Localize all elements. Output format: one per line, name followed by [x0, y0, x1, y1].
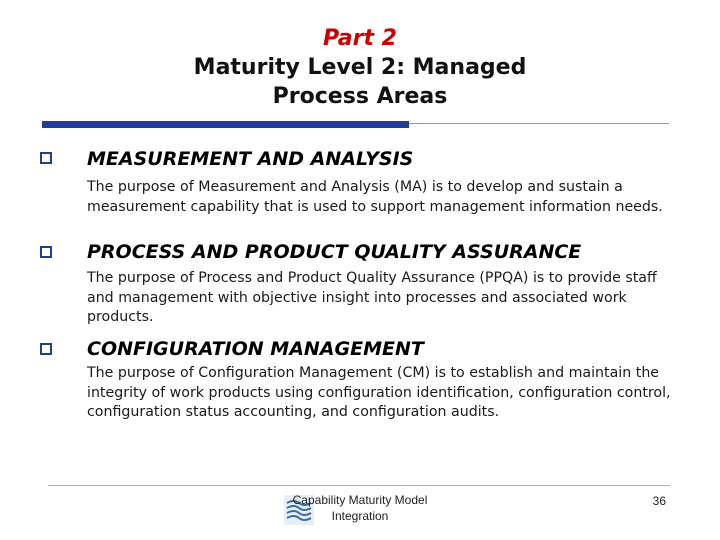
page-number: 36: [652, 494, 666, 508]
bullet-icon: [40, 152, 52, 164]
title-rule-thin: [409, 123, 669, 124]
title-rule-thick: [42, 121, 409, 128]
part-label: Part 2: [323, 26, 397, 51]
footer-subtitle: Integration: [331, 509, 389, 523]
bullet-icon: [40, 343, 52, 355]
footer-title: Capability Maturity Model: [292, 493, 428, 507]
section-heading: PROCESS AND PRODUCT QUALITY ASSURANCE: [87, 241, 582, 263]
section-heading: MEASUREMENT AND ANALYSIS: [87, 148, 414, 170]
section-heading: CONFIGURATION MANAGEMENT: [87, 338, 424, 360]
footer-logo: [282, 493, 438, 527]
footer-rule: [48, 485, 670, 486]
section-text: The purpose of Configuration Management (CM) is to establish and maintain the integrity of work products using configuration identification, configuration control, configuration status accounting, and configuration audits.: [87, 365, 671, 420]
bullet-icon: [40, 246, 52, 258]
slide-title: Maturity Level 2: Managed Process Areas: [193, 55, 527, 109]
section-text: The purpose of Measurement and Analysis (MA) is to develop and sustain a measurement capability that is used to support management information needs.: [87, 179, 663, 215]
section-text: The purpose of Process and Product Quality Assurance (PPQA) is to provide staff and management with objective insight into processes and associated work products.: [87, 270, 657, 325]
